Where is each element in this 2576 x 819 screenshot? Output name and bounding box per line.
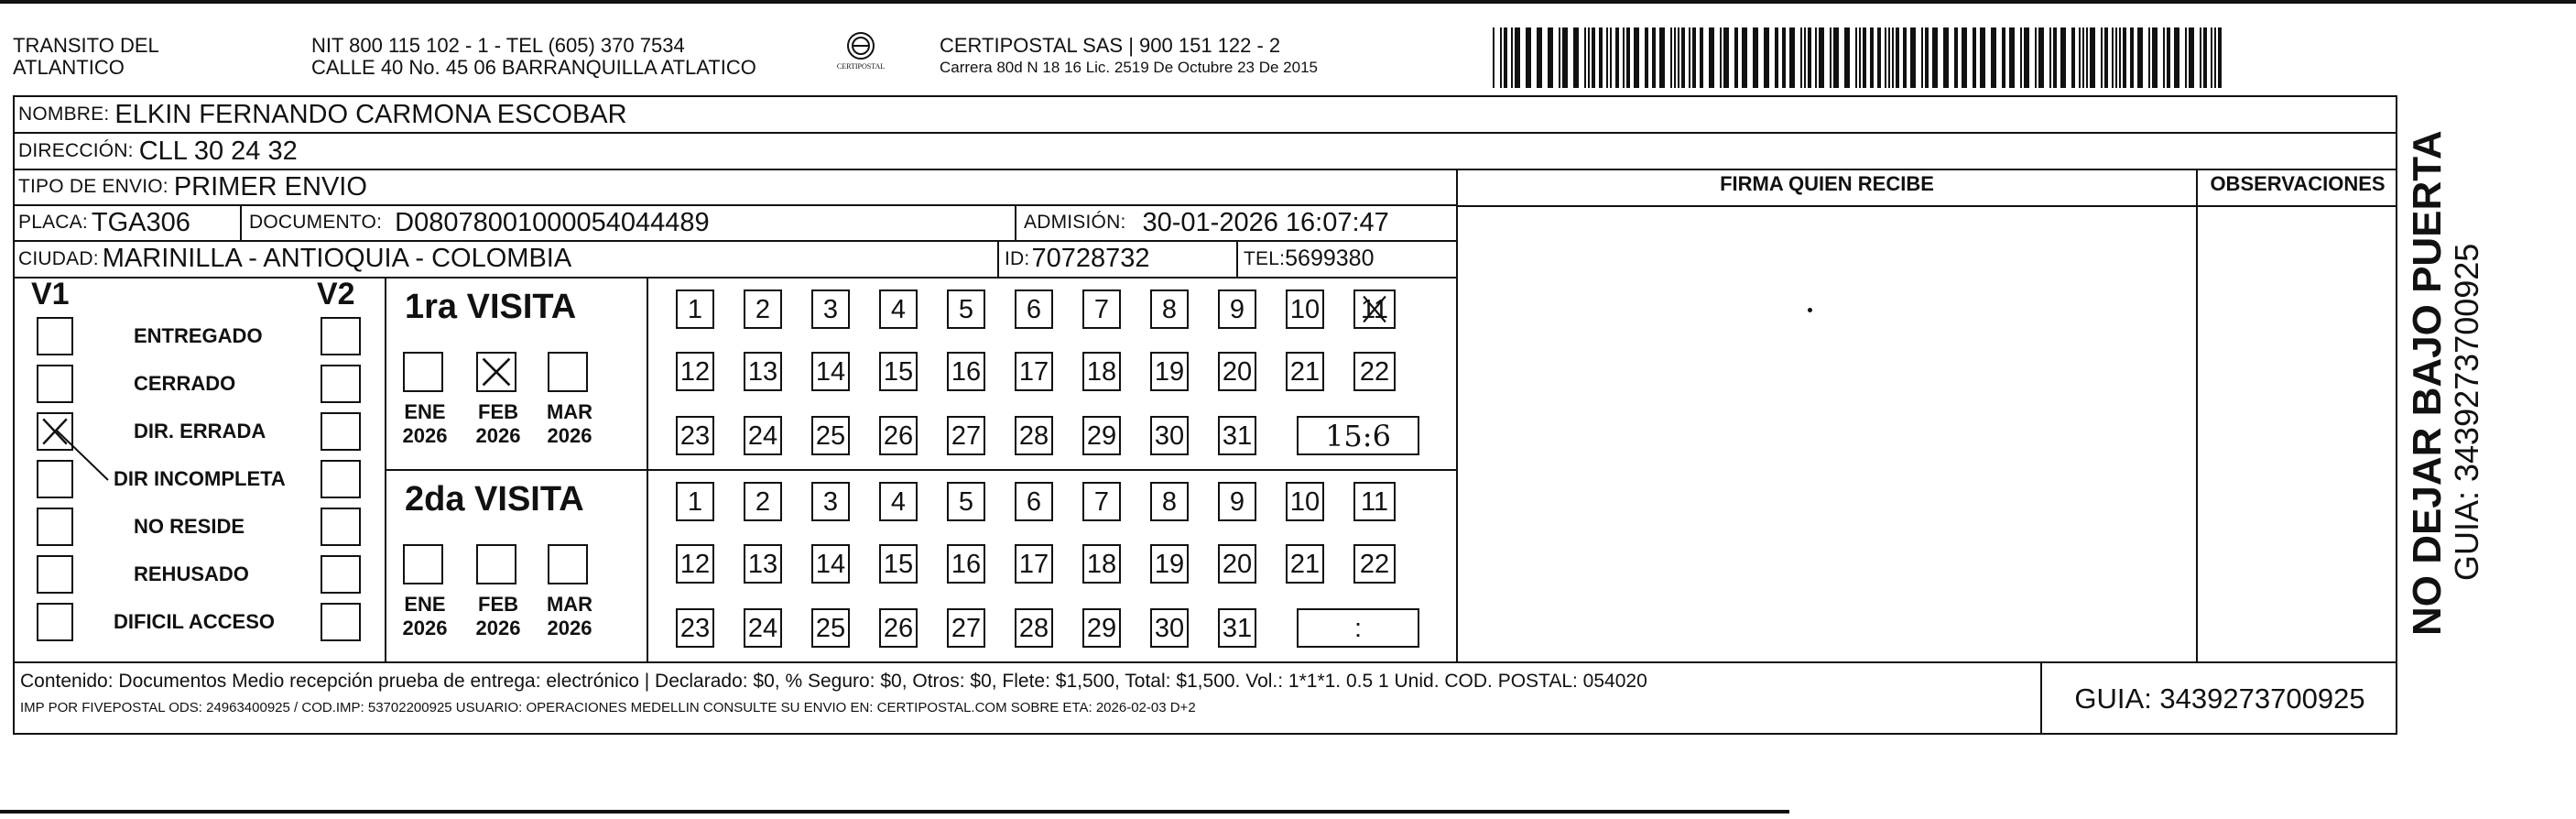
company-contact bbox=[311, 35, 824, 79]
visit-2-time-field[interactable]: : bbox=[1297, 608, 1419, 648]
visit-1-day[interactable]: 26 bbox=[879, 416, 918, 455]
v1-checkbox[interactable] bbox=[37, 365, 73, 403]
visit-1-day[interactable]: 27 bbox=[947, 416, 985, 455]
address-line: CALLE 40 No. 45 06 BARRANQUILLA ATLATICO bbox=[311, 56, 756, 79]
visit-2-day[interactable]: 29 bbox=[1082, 608, 1121, 648]
visit-1-day[interactable]: 17 bbox=[1015, 352, 1053, 391]
side-guia: GUIA: 3439273700925 bbox=[2448, 243, 2485, 581]
visit-2-day[interactable]: 9 bbox=[1218, 482, 1256, 521]
visit-1-day[interactable]: 28 bbox=[1015, 416, 1053, 455]
rule-direccion bbox=[13, 169, 2397, 170]
visit-1-day[interactable]: 13 bbox=[744, 352, 782, 391]
visit-2-day[interactable]: 22 bbox=[1353, 544, 1396, 584]
v1-checkbox[interactable] bbox=[37, 317, 73, 355]
visit-1-day[interactable]: 21 bbox=[1286, 352, 1324, 391]
carrier-info bbox=[940, 35, 1452, 79]
visit-2-month-year: 2026 bbox=[402, 617, 448, 639]
visit-2-day[interactable]: 2 bbox=[744, 482, 782, 521]
visit-2-day[interactable]: 24 bbox=[744, 608, 782, 648]
guia-box-value: GUIA: 3439273700925 bbox=[2074, 682, 2365, 715]
visit-2-day[interactable]: 17 bbox=[1015, 544, 1053, 584]
visit-1-month-checkbox[interactable] bbox=[403, 352, 443, 392]
visit-1-day[interactable]: 14 bbox=[811, 352, 850, 391]
visit-2-day[interactable]: 25 bbox=[811, 608, 850, 648]
visit-2-day[interactable]: 14 bbox=[811, 544, 850, 584]
ciudad-value: MARINILLA - ANTIOQUIA - COLOMBIA bbox=[102, 244, 572, 273]
visit-2-month-name: FEB bbox=[478, 593, 518, 616]
rule-doc-adm bbox=[1015, 204, 1016, 240]
visit-1-day[interactable]: 19 bbox=[1150, 352, 1189, 391]
visit-2-month-checkbox[interactable] bbox=[548, 544, 588, 584]
tel-label: TEL: bbox=[1244, 247, 1286, 269]
guia-box bbox=[2042, 663, 2397, 735]
visit-1-month-checkbox[interactable] bbox=[548, 352, 588, 392]
footer-line2: IMP POR FIVEPOSTAL ODS: 24963400925 / COD.IMP: 53702200925 USUARIO: OPERACIONES MEDELLIN CONSULTE SU ENVIO EN: CERTIPOSTAL.COM SOBRE ETA: 2026-02-03 D+2 bbox=[20, 700, 1196, 715]
ciudad-label: CIUDAD: bbox=[18, 247, 99, 269]
firma-label: FIRMA QUIEN RECIBE bbox=[1720, 172, 1934, 195]
direccion-row bbox=[18, 134, 298, 169]
nit-line: NIT 800 115 102 - 1 - TEL (605) 370 7534 bbox=[311, 34, 685, 57]
visit-1-day[interactable]: 10 bbox=[1286, 289, 1324, 329]
observaciones-area[interactable] bbox=[2198, 207, 2397, 661]
tel-value: 5699380 bbox=[1285, 246, 1375, 271]
documento-cell bbox=[249, 205, 710, 240]
visit-1-day[interactable]: 1 bbox=[676, 289, 714, 329]
visit-1-day[interactable]: 30 bbox=[1150, 416, 1189, 455]
visit-1-month-year: 2026 bbox=[547, 424, 592, 447]
visit-1-day[interactable]: 11 bbox=[1353, 289, 1396, 329]
visit-2-month-name: MAR bbox=[546, 593, 593, 616]
visit-1-day[interactable]: 9 bbox=[1218, 289, 1256, 329]
certipostal-logo-icon bbox=[829, 31, 893, 79]
v1-label: V1 bbox=[31, 277, 70, 311]
visit-1-time-field[interactable]: 15:6 bbox=[1297, 416, 1419, 455]
v2-checkbox[interactable] bbox=[321, 412, 361, 451]
visit-2-day[interactable]: 7 bbox=[1082, 482, 1121, 521]
top-rule bbox=[0, 0, 2576, 4]
v1-checkbox[interactable] bbox=[37, 508, 73, 546]
tipo-row bbox=[18, 169, 367, 204]
visit-1-day[interactable]: 18 bbox=[1082, 352, 1121, 391]
tipo-value: PRIMER ENVIO bbox=[173, 171, 367, 202]
signature-area[interactable] bbox=[1458, 207, 2196, 661]
visit-1-day[interactable]: 12 bbox=[676, 352, 714, 391]
visit-2-day[interactable]: 5 bbox=[947, 482, 985, 521]
side-text bbox=[2406, 86, 2525, 636]
rule-ciudad bbox=[13, 277, 1456, 278]
visit-2-day[interactable]: 31 bbox=[1218, 608, 1256, 648]
visit-2-day[interactable]: 27 bbox=[947, 608, 985, 648]
visit-1-title: 1ra VISITA bbox=[405, 288, 577, 326]
visit-2-day[interactable]: 16 bbox=[947, 544, 985, 584]
tipo-label: TIPO DE ENVIO: bbox=[18, 176, 168, 197]
footer-line1: Contenido: Documentos Medio recepción prueba de entrega: electrónico | Declarado: $0, % Seguro: $0, Otros: $0, Flete: $1,500, Total: $1,500. Vol.: 1*1*1. 0.5 1 Unid. COD. POSTAL: 054020 bbox=[20, 671, 1647, 692]
barcode-icon bbox=[1493, 27, 2225, 88]
v2-checkbox[interactable] bbox=[321, 555, 361, 594]
visit-1-day[interactable]: 23 bbox=[676, 416, 714, 455]
id-cell bbox=[1005, 241, 1149, 277]
visit-2-day[interactable]: 10 bbox=[1286, 482, 1324, 521]
status-option-label: DIFICIL ACCESO bbox=[114, 610, 276, 633]
tel-cell bbox=[1244, 241, 1374, 277]
placa-label: PLACA: bbox=[18, 212, 88, 233]
visit-2-day[interactable]: 1 bbox=[676, 482, 714, 521]
visit-1-month-name: FEB bbox=[478, 400, 518, 423]
visit-2-month-year: 2026 bbox=[547, 617, 592, 639]
v1-checkbox[interactable] bbox=[37, 555, 73, 594]
admision-value: 30-01-2026 16:07:47 bbox=[1142, 207, 1389, 237]
nombre-label: NOMBRE: bbox=[18, 104, 110, 125]
observaciones-label: OBSERVACIONES bbox=[2210, 172, 2386, 195]
check-mark-icon bbox=[1359, 293, 1390, 325]
logo-caption: CERTIPOSTAL bbox=[836, 62, 886, 71]
carrier-line: CERTIPOSTAL SAS | 900 151 122 - 2 bbox=[940, 34, 1281, 57]
visit-1-month-year: 2026 bbox=[402, 424, 448, 447]
visit-1-day[interactable]: 22 bbox=[1353, 352, 1396, 391]
status-option-label: DIR INCOMPLETA bbox=[114, 467, 286, 490]
visit-2-month-checkbox[interactable] bbox=[403, 544, 443, 584]
visit-1-month-name: MAR bbox=[546, 400, 593, 423]
visit-1-day[interactable]: 31 bbox=[1218, 416, 1256, 455]
rule-ciudad-id bbox=[997, 240, 999, 277]
visit-2-day[interactable]: 28 bbox=[1015, 608, 1053, 648]
v2-checkbox[interactable] bbox=[321, 460, 361, 498]
ciudad-cell bbox=[18, 241, 571, 277]
rule-id-tel bbox=[1236, 240, 1238, 277]
side-main: NO DEJAR BAJO PUERTA bbox=[2405, 130, 2450, 636]
direccion-value: CLL 30 24 32 bbox=[138, 136, 298, 166]
v2-checkbox[interactable] bbox=[321, 603, 361, 641]
visit-1-day[interactable]: 15 bbox=[879, 352, 918, 391]
visit-2-day[interactable]: 19 bbox=[1150, 544, 1189, 584]
bottom-rule bbox=[0, 810, 1789, 814]
visit-1-day[interactable]: 20 bbox=[1218, 352, 1256, 391]
visit-2-day[interactable]: 18 bbox=[1082, 544, 1121, 584]
visit-2-day[interactable]: 6 bbox=[1015, 482, 1053, 521]
nombre-row bbox=[18, 97, 627, 132]
v2-checkbox[interactable] bbox=[321, 317, 361, 355]
id-value: 70728732 bbox=[1031, 244, 1150, 273]
visit-2-day[interactable]: 20 bbox=[1218, 544, 1256, 584]
visit-1-month-checkbox[interactable] bbox=[476, 352, 516, 392]
visit-2-month-name: ENE bbox=[404, 593, 446, 616]
visit-1-day[interactable]: 2 bbox=[744, 289, 782, 329]
v2-checkbox[interactable] bbox=[321, 365, 361, 403]
visit-2-month-year: 2026 bbox=[475, 617, 521, 639]
visit-1-day[interactable]: 25 bbox=[811, 416, 850, 455]
nombre-value: ELKIN FERNANDO CARMONA ESCOBAR bbox=[114, 99, 627, 129]
signature-dot bbox=[1808, 308, 1812, 312]
pen-stroke-icon bbox=[55, 429, 110, 484]
rule-nombre bbox=[13, 132, 2397, 134]
visit-1-day[interactable]: 5 bbox=[947, 289, 985, 329]
company-name-line2: ATLANTICO bbox=[13, 56, 125, 79]
v1-checkbox[interactable] bbox=[37, 603, 73, 641]
visit-2-day[interactable]: 21 bbox=[1286, 544, 1324, 584]
status-option-label: NO RESIDE bbox=[134, 515, 245, 538]
visit-1-month-year: 2026 bbox=[475, 424, 521, 447]
status-option-label: DIR. ERRADA bbox=[134, 420, 266, 442]
visit-1-day[interactable]: 8 bbox=[1150, 289, 1189, 329]
rule-visits-split bbox=[385, 469, 1456, 471]
visit-2-day[interactable]: 3 bbox=[811, 482, 850, 521]
visit-2-day[interactable]: 26 bbox=[879, 608, 918, 648]
visit-1-day[interactable]: 7 bbox=[1082, 289, 1121, 329]
status-option-label: ENTREGADO bbox=[134, 324, 263, 347]
company-name bbox=[13, 35, 288, 79]
visit-1-day[interactable]: 3 bbox=[811, 289, 850, 329]
admision-label: ADMISIÓN: bbox=[1024, 212, 1126, 233]
v2-label: V2 bbox=[317, 277, 355, 311]
visit-2-day[interactable]: 4 bbox=[879, 482, 918, 521]
placa-value: TGA306 bbox=[91, 207, 190, 237]
visit-2-day[interactable]: 30 bbox=[1150, 608, 1189, 648]
documento-label: DOCUMENTO: bbox=[249, 212, 383, 233]
id-label: ID: bbox=[1005, 247, 1030, 269]
placa-cell bbox=[18, 205, 190, 240]
rule-placa-doc bbox=[240, 204, 242, 240]
company-name-line1: TRANSITO DEL bbox=[13, 34, 159, 57]
visit-2-day[interactable]: 8 bbox=[1150, 482, 1189, 521]
visit-2-day[interactable]: 11 bbox=[1353, 482, 1396, 521]
visit-1-day[interactable]: 24 bbox=[744, 416, 782, 455]
v2-checkbox[interactable] bbox=[321, 508, 361, 546]
direccion-label: DIRECCIÓN: bbox=[18, 140, 134, 161]
check-mark-icon bbox=[480, 355, 513, 388]
visit-1-day[interactable]: 16 bbox=[947, 352, 985, 391]
visit-2-day[interactable]: 13 bbox=[744, 544, 782, 584]
documento-value: D08078001000054044489 bbox=[395, 207, 710, 237]
visit-2-day[interactable]: 12 bbox=[676, 544, 714, 584]
visit-1-day[interactable]: 29 bbox=[1082, 416, 1121, 455]
status-option-label: REHUSADO bbox=[134, 562, 249, 585]
visit-2-day[interactable]: 15 bbox=[879, 544, 918, 584]
visit-1-month-name: ENE bbox=[404, 400, 446, 423]
admision-cell bbox=[1024, 205, 1389, 240]
visit-1-day[interactable]: 4 bbox=[879, 289, 918, 329]
visit-2-title: 2da VISITA bbox=[405, 480, 584, 519]
visit-2-month-checkbox[interactable] bbox=[476, 544, 516, 584]
visit-2-day[interactable]: 23 bbox=[676, 608, 714, 648]
carrier-license: Carrera 80d N 18 16 Lic. 2519 De Octubre 23 De 2015 bbox=[940, 59, 1318, 76]
visit-1-day[interactable]: 6 bbox=[1015, 289, 1053, 329]
status-option-label: CERRADO bbox=[134, 372, 236, 395]
